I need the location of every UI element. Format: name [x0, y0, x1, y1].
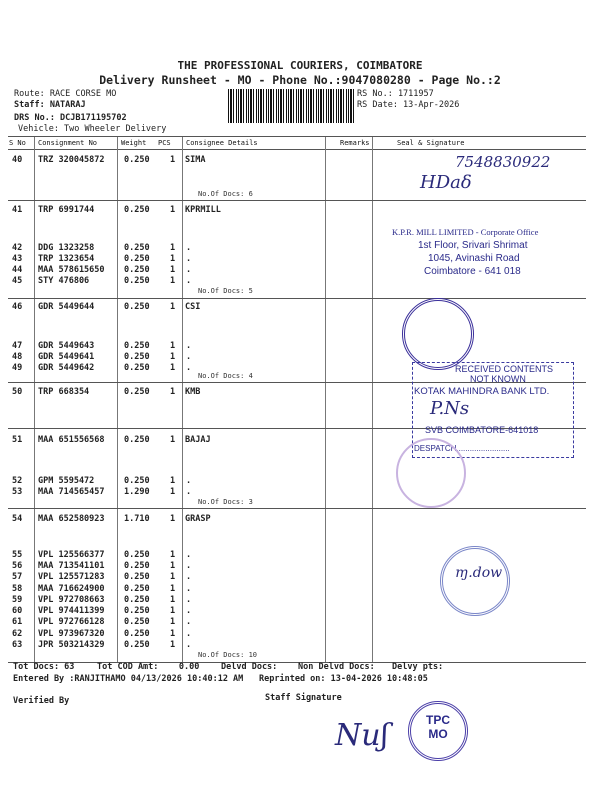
table-top-border [8, 136, 586, 137]
total-docs: Tot Docs: 63 [13, 662, 75, 672]
consignment-number: STY 476806 [38, 276, 90, 286]
tpc-stamp-text: MO [428, 727, 448, 741]
weight: 0.250 [124, 595, 150, 605]
consignee-dot: . [186, 606, 192, 616]
consignee-dot: . [186, 629, 192, 639]
diocesan-seal-icon [402, 298, 474, 370]
faint-seal-icon [396, 438, 466, 508]
consignee-name: SIMA [185, 155, 206, 165]
serial-number: 62 [12, 629, 23, 639]
consignee-name: KPRMILL [185, 205, 221, 215]
consignee-dot: . [186, 584, 192, 594]
consignment-number: TRP 1323654 [38, 254, 95, 264]
weight: 0.250 [124, 476, 150, 486]
weight: 0.250 [124, 435, 150, 445]
docs-count: No.Of Docs: 6 [198, 190, 253, 198]
serial-number: 47 [12, 341, 23, 351]
pieces: 1 [170, 629, 176, 639]
consignment-number: DDG 1323258 [38, 243, 95, 253]
kotak-stamp-line: SVB COIMBATORE-641018 [425, 425, 539, 435]
consignment-number: VPL 973967320 [38, 629, 105, 639]
tpc-stamp-text: TPC [426, 713, 450, 727]
serial-number: 40 [12, 155, 23, 165]
row-divider [8, 298, 586, 299]
serial-number: 48 [12, 352, 23, 362]
serial-number: 46 [12, 302, 23, 312]
pieces: 1 [170, 514, 176, 524]
serial-number: 49 [12, 363, 23, 373]
signature: ɱ.dow [455, 565, 503, 581]
row-divider [8, 508, 586, 509]
col-sno: S No [9, 139, 26, 147]
serial-number: 44 [12, 265, 23, 275]
serial-number: 50 [12, 387, 23, 397]
col-divider [117, 137, 118, 662]
consignee-dot: . [186, 341, 192, 351]
consignee-dot: . [186, 487, 192, 497]
consignment-number: TRP 668354 [38, 387, 90, 397]
consignment-number: VPL 972766128 [38, 617, 105, 627]
consignee-dot: . [186, 243, 192, 253]
rs-number: RS No.: 1711957 [357, 89, 434, 99]
rs-date: RS Date: 13-Apr-2026 [357, 100, 460, 110]
col-divider [182, 137, 183, 662]
consignee-dot: . [186, 476, 192, 486]
serial-number: 51 [12, 435, 23, 445]
consignee-dot: . [186, 595, 192, 605]
consignee-dot: . [186, 363, 192, 373]
kpr-stamp-line: 1045, Avinashi Road [428, 253, 520, 264]
pieces: 1 [170, 550, 176, 560]
pieces: 1 [170, 155, 176, 165]
kpr-stamp-line: 1st Floor, Srivari Shrimat [418, 240, 528, 251]
weight: 0.250 [124, 629, 150, 639]
pieces: 1 [170, 243, 176, 253]
kpr-stamp-line: Coimbatore - 641 018 [424, 266, 521, 277]
serial-number: 63 [12, 640, 23, 650]
consignee-dot: . [186, 352, 192, 362]
col-pcs: PCS [158, 139, 171, 147]
kotak-stamp-line: KOTAK MAHINDRA BANK LTD. [414, 386, 550, 397]
pieces: 1 [170, 302, 176, 312]
weight: 0.250 [124, 155, 150, 165]
consignment-number: MAA 713541101 [38, 561, 105, 571]
staff-signature: Nuʃ [335, 718, 389, 753]
row-divider [8, 200, 586, 201]
staff: Staff: NATARAJ [14, 100, 86, 110]
serial-number: 43 [12, 254, 23, 264]
consignment-number: GPM 5595472 [38, 476, 95, 486]
consignment-number: VPL 974411399 [38, 606, 105, 616]
signature: P.Ns [430, 398, 470, 419]
consignment-number: VPL 125571283 [38, 572, 105, 582]
consignment-number: VPL 125566377 [38, 550, 105, 560]
consignee-dot: . [186, 265, 192, 275]
weight: 0.250 [124, 205, 150, 215]
docs-count: No.Of Docs: 10 [198, 651, 258, 659]
consignment-number: GDR 5449642 [38, 363, 95, 373]
consignee-name: GRASP [185, 514, 211, 524]
weight: 0.250 [124, 550, 150, 560]
consignee-dot: . [186, 254, 192, 264]
kotak-stamp-line: RECEIVED CONTENTS [455, 364, 554, 374]
consignment-number: MAA 652580923 [38, 514, 105, 524]
non-delivered-docs: Non Delvd Docs: [298, 662, 375, 672]
row-divider [8, 662, 586, 663]
serial-number: 61 [12, 617, 23, 627]
serial-number: 41 [12, 205, 23, 215]
delivered-docs: Delvd Docs: [221, 662, 278, 672]
pieces: 1 [170, 205, 176, 215]
barcode [228, 89, 356, 123]
consignee-name: KMB [185, 387, 201, 397]
weight: 0.250 [124, 640, 150, 650]
serial-number: 57 [12, 572, 23, 582]
consignment-number: GDR 5449641 [38, 352, 95, 362]
serial-number: 59 [12, 595, 23, 605]
table-header-border [8, 149, 586, 150]
serial-number: 55 [12, 550, 23, 560]
total-cod: Tot COD Amt: 0.00 [97, 662, 200, 672]
pieces: 1 [170, 265, 176, 275]
weight: 0.250 [124, 606, 150, 616]
consignee-name: CSI [185, 302, 201, 312]
pieces: 1 [170, 387, 176, 397]
weight: 0.250 [124, 584, 150, 594]
consignee-name: BAJAJ [185, 435, 211, 445]
weight: 0.250 [124, 254, 150, 264]
weight: 0.250 [124, 276, 150, 286]
consignment-number: GDR 5449643 [38, 341, 95, 351]
verified-by: Verified By [13, 696, 70, 706]
pieces: 1 [170, 617, 176, 627]
consignee-dot: . [186, 550, 192, 560]
consignment-number: VPL 972708663 [38, 595, 105, 605]
consignee-dot: . [186, 561, 192, 571]
pieces: 1 [170, 254, 176, 264]
reprinted-on: Reprinted on: 13-04-2026 10:48:05 [259, 674, 428, 684]
weight: 0.250 [124, 617, 150, 627]
docs-count: No.Of Docs: 3 [198, 498, 253, 506]
consignee-dot: . [186, 572, 192, 582]
docs-count: No.Of Docs: 5 [198, 287, 253, 295]
docs-count: No.Of Docs: 4 [198, 372, 253, 380]
consignment-number: MAA 651556568 [38, 435, 105, 445]
consignment-number: TRZ 320045872 [38, 155, 105, 165]
consignment-number: MAA 578615650 [38, 265, 105, 275]
pieces: 1 [170, 572, 176, 582]
consignment-number: TRP 6991744 [38, 205, 95, 215]
serial-number: 45 [12, 276, 23, 286]
weight: 0.250 [124, 352, 150, 362]
weight: 0.250 [124, 341, 150, 351]
serial-number: 60 [12, 606, 23, 616]
pieces: 1 [170, 487, 176, 497]
col-divider [325, 137, 326, 662]
pieces: 1 [170, 276, 176, 286]
staff-signature-label: Staff Signature [265, 693, 342, 703]
weight: 0.250 [124, 561, 150, 571]
pieces: 1 [170, 435, 176, 445]
pieces: 1 [170, 640, 176, 650]
kotak-stamp-line: DESPATCH........................ [414, 444, 510, 453]
pieces: 1 [170, 561, 176, 571]
weight: 0.250 [124, 265, 150, 275]
kotak-stamp-line: NOT KNOWN [470, 374, 526, 384]
weight: 0.250 [124, 363, 150, 373]
col-seal-signature: Seal & Signature [397, 139, 465, 147]
kpr-stamp-line: K.P.R. MILL LIMITED - Corporate Office [392, 227, 539, 237]
serial-number: 58 [12, 584, 23, 594]
consignee-dot: . [186, 617, 192, 627]
company-title: THE PROFESSIONAL COURIERS, COIMBATORE [177, 59, 423, 72]
weight: 0.250 [124, 572, 150, 582]
delivery-points: Delvy pts: [392, 662, 444, 672]
col-consignee: Consignee Details [186, 139, 258, 147]
consignee-dot: . [186, 640, 192, 650]
pieces: 1 [170, 584, 176, 594]
pieces: 1 [170, 595, 176, 605]
consignment-number: GDR 5449644 [38, 302, 95, 312]
serial-number: 52 [12, 476, 23, 486]
serial-number: 42 [12, 243, 23, 253]
col-divider [34, 137, 35, 662]
entered-by: Entered By :RANJITHAMO 04/13/2026 10:40:12 AM [13, 674, 244, 684]
serial-number: 53 [12, 487, 23, 497]
pieces: 1 [170, 352, 176, 362]
serial-number: 54 [12, 514, 23, 524]
drs-number: DRS No.: DCJB171195702 [14, 113, 127, 123]
consignee-dot: . [186, 276, 192, 286]
consignment-number: JPR 503214329 [38, 640, 105, 650]
signature: HDaẟ [420, 172, 472, 193]
weight: 0.250 [124, 243, 150, 253]
route: Route: RACE CORSE MO [14, 89, 117, 99]
round-seal-icon [440, 546, 510, 616]
pieces: 1 [170, 606, 176, 616]
serial-number: 56 [12, 561, 23, 571]
weight: 0.250 [124, 302, 150, 312]
col-consignment: Consignment No [38, 139, 98, 147]
pieces: 1 [170, 341, 176, 351]
col-divider [372, 137, 373, 662]
vehicle: Vehicle: Two Wheeler Delivery [18, 124, 167, 134]
col-weight: Weight [121, 139, 147, 147]
runsheet-subtitle: Delivery Runsheet - MO - Phone No.:9047080280 - Page No.:2 [99, 73, 501, 87]
weight: 0.250 [124, 387, 150, 397]
pieces: 1 [170, 363, 176, 373]
weight: 1.290 [124, 487, 150, 497]
pieces: 1 [170, 476, 176, 486]
consignment-number: MAA 716624900 [38, 584, 105, 594]
weight: 1.710 [124, 514, 150, 524]
consignment-number: MAA 714565457 [38, 487, 105, 497]
handwritten-phone: 7548830922 [455, 153, 551, 171]
col-remarks: Remarks [340, 139, 370, 147]
